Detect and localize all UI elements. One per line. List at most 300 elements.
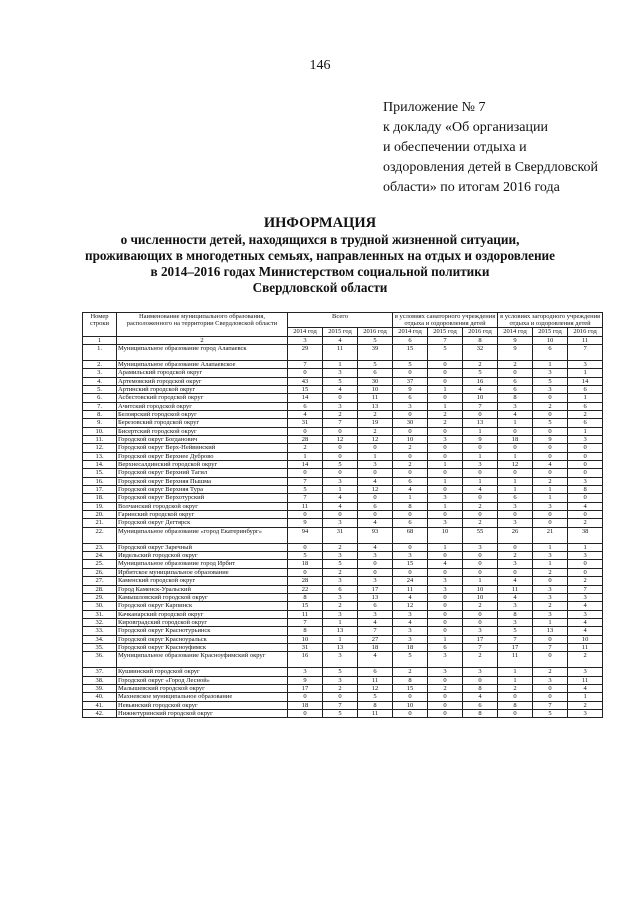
- table-row: [83, 602, 603, 610]
- row-number: 21.: [83, 519, 117, 527]
- table-row: [83, 360, 603, 368]
- value-cell: 4: [288, 410, 323, 418]
- value-cell: 0: [393, 511, 428, 519]
- row-number: 5.: [83, 385, 117, 393]
- row-number: 15.: [83, 469, 117, 477]
- value-cell: 3: [498, 618, 533, 626]
- value-cell: 31: [288, 643, 323, 651]
- value-cell: 0: [498, 568, 533, 576]
- row-number: 33.: [83, 627, 117, 635]
- value-cell: 1: [498, 477, 533, 485]
- row-number: 28.: [83, 585, 117, 593]
- value-cell: 11: [288, 610, 323, 618]
- value-cell: 15: [393, 560, 428, 568]
- value-cell: 1: [323, 486, 358, 494]
- municipality-name: Бисертский городской округ: [117, 427, 288, 435]
- value-cell: 9: [393, 385, 428, 393]
- value-cell: 7: [463, 402, 498, 410]
- appendix-line: к докладу «Об организации: [383, 120, 548, 135]
- value-cell: 5: [533, 419, 568, 427]
- municipality-name: Волчанский городской округ: [117, 502, 288, 510]
- value-cell: 3: [393, 610, 428, 618]
- value-cell: 3: [393, 552, 428, 560]
- value-cell: 0: [428, 709, 463, 717]
- value-cell: 3: [323, 593, 358, 601]
- table-row: [83, 593, 603, 601]
- value-cell: 0: [323, 511, 358, 519]
- value-cell: 3: [568, 360, 603, 368]
- value-cell: 3: [533, 585, 568, 593]
- value-cell: 0: [288, 427, 323, 435]
- value-cell: 1: [568, 693, 603, 701]
- value-cell: 7: [498, 635, 533, 643]
- column-number: 6: [393, 336, 428, 344]
- value-cell: 0: [428, 469, 463, 477]
- value-cell: 4: [568, 502, 603, 510]
- value-cell: 0: [393, 469, 428, 477]
- value-cell: 13: [323, 627, 358, 635]
- value-cell: 16: [463, 377, 498, 385]
- value-cell: 3: [498, 402, 533, 410]
- value-cell: 0: [463, 410, 498, 418]
- value-cell: 4: [393, 618, 428, 626]
- value-cell: 4: [358, 519, 393, 527]
- value-cell: 0: [323, 444, 358, 452]
- value-cell: 17: [358, 585, 393, 593]
- table-row: [83, 635, 603, 643]
- value-cell: 10: [428, 527, 463, 543]
- table-row: [83, 469, 603, 477]
- value-cell: 0: [568, 511, 603, 519]
- value-cell: 3: [463, 543, 498, 551]
- value-cell: 3: [463, 461, 498, 469]
- value-cell: 0: [288, 709, 323, 717]
- value-cell: 5: [358, 360, 393, 368]
- value-cell: 6: [533, 344, 568, 360]
- table-row: [83, 477, 603, 485]
- column-number: 10: [533, 336, 568, 344]
- value-cell: 2: [568, 577, 603, 585]
- value-cell: 0: [358, 568, 393, 576]
- municipality-name: Качканарский городской округ: [117, 610, 288, 618]
- value-cell: 0: [288, 543, 323, 551]
- table-row: [83, 668, 603, 676]
- value-cell: 0: [393, 369, 428, 377]
- value-cell: 3: [533, 610, 568, 618]
- value-cell: 6: [428, 643, 463, 651]
- value-cell: 1: [463, 452, 498, 460]
- value-cell: 3: [323, 477, 358, 485]
- municipality-name: Городской округ Верхотурский: [117, 494, 288, 502]
- municipality-name: Муниципальное образование Алапаевское: [117, 360, 288, 368]
- value-cell: 0: [428, 360, 463, 368]
- value-cell: 11: [358, 676, 393, 684]
- value-cell: 0: [428, 676, 463, 684]
- value-cell: 28: [288, 436, 323, 444]
- municipality-name: Муниципальное образование Красноуфимский округ: [117, 652, 288, 668]
- value-cell: 0: [428, 377, 463, 385]
- value-cell: 2: [463, 602, 498, 610]
- value-cell: 5: [323, 461, 358, 469]
- value-cell: 3: [533, 593, 568, 601]
- header-country-camp: в условиях загородного учреждения отдыха и оздоровления детей: [498, 313, 603, 328]
- value-cell: 0: [533, 427, 568, 435]
- value-cell: 4: [463, 486, 498, 494]
- value-cell: 13: [358, 593, 393, 601]
- value-cell: 3: [533, 552, 568, 560]
- value-cell: 3: [358, 552, 393, 560]
- value-cell: 1: [533, 618, 568, 626]
- row-number: 32.: [83, 618, 117, 626]
- value-cell: 18: [498, 436, 533, 444]
- value-cell: 5: [323, 377, 358, 385]
- value-cell: 3: [498, 519, 533, 527]
- value-cell: 3: [358, 461, 393, 469]
- value-cell: 1: [533, 360, 568, 368]
- row-number: 20.: [83, 511, 117, 519]
- municipality-name: Белоярский городской округ: [117, 410, 288, 418]
- appendix-line: Приложение № 7: [383, 100, 486, 115]
- value-cell: 5: [393, 360, 428, 368]
- value-cell: 0: [533, 693, 568, 701]
- value-cell: 10: [288, 635, 323, 643]
- table-row: [83, 627, 603, 635]
- value-cell: 37: [393, 377, 428, 385]
- value-cell: 10: [463, 394, 498, 402]
- value-cell: 3: [428, 585, 463, 593]
- value-cell: 11: [358, 394, 393, 402]
- column-numbers-row: [83, 336, 603, 344]
- value-cell: 4: [568, 684, 603, 692]
- value-cell: 0: [568, 444, 603, 452]
- header-sanatorium: в условиях санаторного учреждения отдыха и оздоровления детей: [393, 313, 498, 328]
- value-cell: 6: [358, 668, 393, 676]
- row-number: 22.: [83, 527, 117, 543]
- appendix-line: оздоровления детей в Свердловской: [383, 160, 599, 175]
- value-cell: 6: [568, 402, 603, 410]
- value-cell: 13: [533, 627, 568, 635]
- value-cell: 2: [533, 602, 568, 610]
- value-cell: 1: [463, 577, 498, 585]
- value-cell: 6: [288, 402, 323, 410]
- table-row: [83, 519, 603, 527]
- value-cell: 9: [498, 344, 533, 360]
- value-cell: 0: [428, 602, 463, 610]
- municipality-name: Каменский городской округ: [117, 577, 288, 585]
- value-cell: 2: [463, 502, 498, 510]
- table-row: [83, 643, 603, 651]
- value-cell: 0: [533, 511, 568, 519]
- value-cell: 3: [323, 552, 358, 560]
- municipality-name: Кировградский городской округ: [117, 618, 288, 626]
- value-cell: 12: [358, 684, 393, 692]
- row-number: 4.: [83, 377, 117, 385]
- value-cell: 11: [498, 585, 533, 593]
- municipality-name: Гаринский городской округ: [117, 511, 288, 519]
- value-cell: 3: [393, 627, 428, 635]
- value-cell: 2: [323, 602, 358, 610]
- value-cell: 0: [498, 469, 533, 477]
- column-number: 2: [117, 336, 288, 344]
- value-cell: 0: [533, 652, 568, 668]
- row-number: 11.: [83, 436, 117, 444]
- value-cell: 0: [533, 410, 568, 418]
- header-year: 2014 год: [288, 328, 323, 336]
- value-cell: 0: [428, 701, 463, 709]
- value-cell: 4: [463, 385, 498, 393]
- row-number: 7.: [83, 402, 117, 410]
- table-row: [83, 543, 603, 551]
- municipality-name: Городской округ Красноуральск: [117, 635, 288, 643]
- municipality-name: Камышловский городской округ: [117, 593, 288, 601]
- value-cell: 3: [428, 577, 463, 585]
- value-cell: 0: [463, 560, 498, 568]
- value-cell: 6: [393, 519, 428, 527]
- table-row: [83, 377, 603, 385]
- value-cell: 0: [358, 469, 393, 477]
- value-cell: 31: [323, 527, 358, 543]
- value-cell: 0: [323, 394, 358, 402]
- value-cell: 0: [393, 709, 428, 717]
- municipality-name: Березовский городской округ: [117, 419, 288, 427]
- document-title: [60, 214, 580, 296]
- municipality-name: Малышевский городской округ: [117, 684, 288, 692]
- value-cell: 94: [288, 527, 323, 543]
- value-cell: 1: [533, 486, 568, 494]
- municipality-name: Городской округ Краснотурьинск: [117, 627, 288, 635]
- municipality-name: Арамильский городской округ: [117, 369, 288, 377]
- value-cell: 19: [358, 419, 393, 427]
- header-year: 2015 год: [323, 328, 358, 336]
- table-row: [83, 486, 603, 494]
- value-cell: 0: [568, 560, 603, 568]
- row-number: 37.: [83, 668, 117, 676]
- value-cell: 3: [568, 552, 603, 560]
- appendix-line: области» по итогам 2016 года: [383, 180, 560, 195]
- value-cell: 0: [428, 444, 463, 452]
- value-cell: 10: [463, 593, 498, 601]
- value-cell: 2: [568, 519, 603, 527]
- value-cell: 0: [288, 568, 323, 576]
- row-number: 24.: [83, 552, 117, 560]
- row-number: 17.: [83, 486, 117, 494]
- value-cell: 3: [463, 668, 498, 676]
- row-number: 35.: [83, 643, 117, 651]
- row-number: 9.: [83, 419, 117, 427]
- value-cell: 7: [568, 344, 603, 360]
- value-cell: 3: [533, 502, 568, 510]
- row-number: 36.: [83, 652, 117, 668]
- value-cell: 21: [533, 527, 568, 543]
- municipality-name: Артинский городской округ: [117, 385, 288, 393]
- row-number: 27.: [83, 577, 117, 585]
- value-cell: 2: [358, 427, 393, 435]
- value-cell: 3: [568, 593, 603, 601]
- page-number: 146: [309, 58, 331, 73]
- value-cell: 1: [428, 402, 463, 410]
- value-cell: 3: [323, 610, 358, 618]
- value-cell: 1: [428, 635, 463, 643]
- municipality-name: Городской округ Богданович: [117, 436, 288, 444]
- municipality-name: Нижнетуринский городской округ: [117, 709, 288, 717]
- value-cell: 0: [463, 568, 498, 576]
- table-row: [83, 610, 603, 618]
- value-cell: 5: [533, 709, 568, 717]
- value-cell: 9: [533, 436, 568, 444]
- table-row: [83, 552, 603, 560]
- value-cell: 8: [393, 502, 428, 510]
- value-cell: 0: [393, 410, 428, 418]
- value-cell: 6: [568, 419, 603, 427]
- value-cell: 2: [323, 684, 358, 692]
- value-cell: 0: [288, 469, 323, 477]
- value-cell: 3: [568, 668, 603, 676]
- value-cell: 6: [393, 394, 428, 402]
- value-cell: 3: [288, 668, 323, 676]
- municipality-name: Махневское муниципальное образование: [117, 693, 288, 701]
- column-number: 9: [498, 336, 533, 344]
- value-cell: 2: [533, 477, 568, 485]
- value-cell: 3: [498, 602, 533, 610]
- value-cell: 3: [463, 627, 498, 635]
- value-cell: 4: [568, 618, 603, 626]
- value-cell: 4: [358, 652, 393, 668]
- value-cell: 0: [568, 452, 603, 460]
- value-cell: 0: [393, 693, 428, 701]
- value-cell: 1: [358, 452, 393, 460]
- value-cell: 5: [463, 369, 498, 377]
- value-cell: 8: [568, 486, 603, 494]
- value-cell: 10: [393, 701, 428, 709]
- value-cell: 3: [498, 502, 533, 510]
- value-cell: 2: [533, 568, 568, 576]
- municipality-name: Артемовский городской округ: [117, 377, 288, 385]
- value-cell: 3: [323, 369, 358, 377]
- value-cell: 30: [358, 377, 393, 385]
- value-cell: 2: [358, 410, 393, 418]
- value-cell: 0: [428, 568, 463, 576]
- value-cell: 0: [393, 452, 428, 460]
- title-line: Свердловской области: [252, 280, 388, 295]
- value-cell: 2: [393, 444, 428, 452]
- value-cell: 0: [568, 494, 603, 502]
- value-cell: 4: [428, 560, 463, 568]
- value-cell: 14: [288, 461, 323, 469]
- value-cell: 0: [358, 560, 393, 568]
- row-number: 3.: [83, 369, 117, 377]
- value-cell: 15: [288, 602, 323, 610]
- column-number: 11: [568, 336, 603, 344]
- value-cell: 30: [393, 419, 428, 427]
- table-row: [83, 701, 603, 709]
- value-cell: 28: [288, 577, 323, 585]
- value-cell: 0: [463, 610, 498, 618]
- value-cell: 6: [498, 385, 533, 393]
- value-cell: 7: [288, 360, 323, 368]
- column-number: 8: [463, 336, 498, 344]
- value-cell: 5: [288, 552, 323, 560]
- row-number: 26.: [83, 568, 117, 576]
- value-cell: 11: [568, 643, 603, 651]
- value-cell: 0: [533, 519, 568, 527]
- value-cell: 4: [393, 486, 428, 494]
- value-cell: 2: [393, 461, 428, 469]
- table-row: [83, 452, 603, 460]
- value-cell: 11: [323, 344, 358, 360]
- value-cell: 0: [428, 394, 463, 402]
- value-cell: 1: [568, 369, 603, 377]
- header-year: 2015 год: [533, 328, 568, 336]
- value-cell: 17: [463, 635, 498, 643]
- municipality-name: Невьянский городской округ: [117, 701, 288, 709]
- value-cell: 0: [323, 452, 358, 460]
- header-name: Наименование муниципального образования, расположенного на территории Свердловской области: [117, 313, 288, 337]
- value-cell: 2: [568, 701, 603, 709]
- header-year: 2016 год: [463, 328, 498, 336]
- value-cell: 3: [393, 402, 428, 410]
- value-cell: 3: [428, 519, 463, 527]
- value-cell: 0: [428, 610, 463, 618]
- table-row: [83, 427, 603, 435]
- municipality-name: Муниципальное образование город Ирбит: [117, 560, 288, 568]
- value-cell: 12: [498, 461, 533, 469]
- value-cell: 0: [498, 709, 533, 717]
- table-row: [83, 502, 603, 510]
- value-cell: 9: [463, 436, 498, 444]
- value-cell: 4: [498, 577, 533, 585]
- value-cell: 7: [358, 627, 393, 635]
- value-cell: 93: [358, 527, 393, 543]
- value-cell: 0: [428, 427, 463, 435]
- table-row: [83, 577, 603, 585]
- municipality-name: Городской округ Верхний Тагил: [117, 469, 288, 477]
- value-cell: 8: [393, 676, 428, 684]
- municipality-name: Городской округ Верхняя Тура: [117, 486, 288, 494]
- value-cell: 1: [428, 502, 463, 510]
- value-cell: 4: [393, 593, 428, 601]
- value-cell: 6: [393, 477, 428, 485]
- column-number: 5: [358, 336, 393, 344]
- value-cell: 2: [463, 519, 498, 527]
- table-row: [83, 676, 603, 684]
- value-cell: 2: [568, 410, 603, 418]
- value-cell: 0: [463, 511, 498, 519]
- value-cell: 0: [498, 369, 533, 377]
- value-cell: 11: [358, 709, 393, 717]
- value-cell: 8: [463, 684, 498, 692]
- value-cell: 15: [288, 385, 323, 393]
- value-cell: 2: [323, 543, 358, 551]
- value-cell: 55: [463, 527, 498, 543]
- value-cell: 4: [323, 385, 358, 393]
- value-cell: 4: [358, 543, 393, 551]
- value-cell: 0: [568, 568, 603, 576]
- value-cell: 0: [323, 693, 358, 701]
- value-cell: 2: [393, 668, 428, 676]
- value-cell: 27: [358, 635, 393, 643]
- header-total: Всего: [288, 313, 393, 328]
- value-cell: 10: [358, 385, 393, 393]
- value-cell: 0: [498, 543, 533, 551]
- value-cell: 6: [498, 494, 533, 502]
- table-row: [83, 568, 603, 576]
- value-cell: 15: [393, 344, 428, 360]
- value-cell: 0: [428, 627, 463, 635]
- row-number: 40.: [83, 693, 117, 701]
- value-cell: 4: [358, 477, 393, 485]
- statistics-table: [82, 312, 603, 718]
- value-cell: 0: [428, 693, 463, 701]
